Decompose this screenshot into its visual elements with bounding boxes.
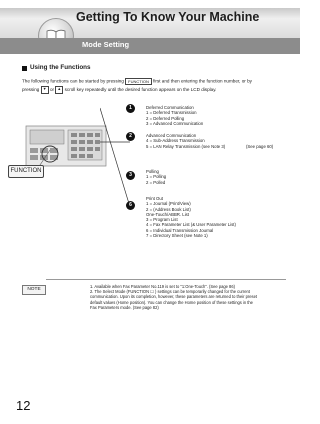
group-6-line: 6 = Individual Transmission Journal [146,227,214,233]
group-3-line: Polling [146,169,159,174]
intro-line-1 [22,78,252,85]
up-arrow-key-icon: ▲ [55,86,63,94]
note-line: communication. Upon its completion, however, these parameters are returned to their preset [90,294,258,300]
group-3-line: 1 = Polling [146,174,167,180]
note-divider [46,279,286,280]
function-group-2 [146,133,225,149]
intro-line-2 [22,86,216,94]
note-list [90,284,257,310]
note-line: 1. Available when Fax Parameter No.119 is set to "1:One-Touch". (See page 86) [90,284,235,289]
group-2-line: 5 = LAN Relay Transmission (see Note 3) [146,143,226,149]
function-number-6: 6 [126,201,135,210]
intro-text-or: or [49,87,55,93]
group-1-line: Deferred Communication [146,105,194,110]
group-6-line: 3 = Program List [146,217,178,223]
group-2-line: Advanced Communication [146,133,197,138]
function-group-6 [146,196,236,238]
page-subtitle: Mode Setting [82,40,130,49]
function-key: FUNCTION [125,78,152,85]
flow-lines [100,100,140,210]
intro-text-1b: first and then entering the function number, or by [153,78,252,84]
group-1-line: 2 = Deferred Polling [146,115,185,121]
group-3-line: 2 = Polled [146,179,166,185]
subtitle-band [0,38,300,54]
function-group-3 [146,169,166,185]
note-label: NOTE [22,285,46,295]
section-title: Using the Functions [30,64,91,71]
note-line: Fax Parameters mode. (See page 82) [90,304,159,310]
down-arrow-key-icon: ▼ [41,86,49,94]
note-line: default values (Home position). You can change the Home position of these settings in the [90,299,253,305]
page-reference: (See page 60) [246,143,274,149]
section-bullet [22,66,27,71]
function-number-1: 1 [126,104,135,113]
page-title: Getting To Know Your Machine [76,10,260,24]
group-6-line: 7 = Directory Sheet (see Note 1) [146,233,208,239]
group-6-line: 1 = Journal (Print/View) [146,201,191,207]
group-6-line: 4 = Fax Parameter List (& User Parameter List) [146,222,236,228]
page-number: 12 [16,398,31,413]
intro-text-2b: scroll key repeatedly until the desired function appears on the LCD display. [64,87,217,93]
note-line: 2. The Select Mode (FUNCTION ☐ ) settings can be temporarily changed for the current [90,289,250,295]
intro-text-2a: pressing [22,87,40,93]
function-number-2: 2 [126,132,135,141]
group-1-line: 1 = Deferred Transmission [146,110,197,116]
group-6-line: One-Touch/ABBR. List [146,211,189,217]
group-2-line: 4 = Sub-Address Transmission [146,138,205,144]
function-key-label: FUNCTION [8,165,44,178]
function-number-3: 3 [126,171,135,180]
intro-text-1a: The following functions can be started by pressing [22,78,124,84]
group-6-line: Print Out [146,196,163,201]
group-6-line: 2 = (Address Book List) [146,206,191,212]
group-1-line: 3 = Advanced Communication [146,120,204,126]
function-group-1 [146,105,203,126]
